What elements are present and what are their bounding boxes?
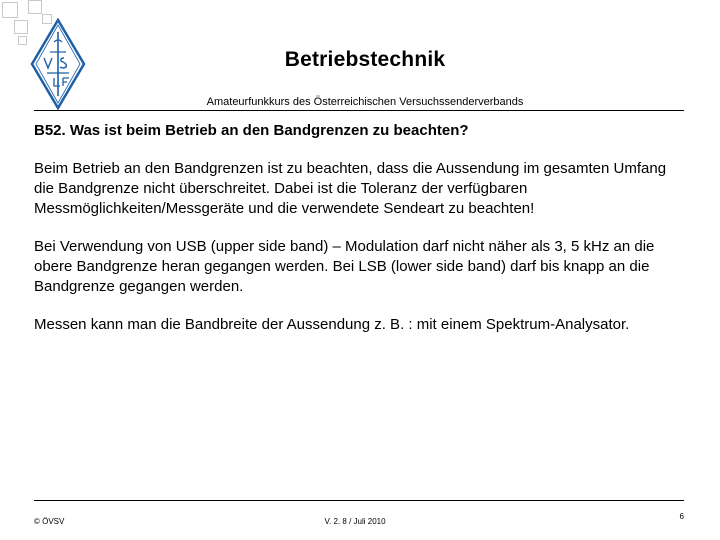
corner-square — [18, 36, 27, 45]
answer-paragraph: Messen kann man die Bandbreite der Aussendung z. B. : mit einem Spektrum-Analysator. — [34, 316, 630, 333]
answer-paragraph: Beim Betrieb an den Bandgrenzen ist zu beachten, dass die Aussendung im gesamten Umfang die Bandgrenze nicht überschreitet. Dabei ist die Toleranz der verfügbaren Messmöglichkeiten/Messgeräte und die verwendete Sendeart zu beachten! — [34, 160, 667, 217]
page-title: Betriebstechnik — [284, 48, 446, 71]
corner-square — [28, 0, 42, 14]
page-subtitle: Amateurfunkkurs des Österreichischen Versuchssenderverbands — [206, 96, 524, 108]
corner-square — [2, 2, 18, 18]
oevsv-logo — [30, 18, 86, 110]
question-heading: B52. Was ist beim Betrieb an den Bandgrenzen zu beachten? — [34, 122, 469, 139]
corner-square — [14, 20, 28, 34]
page-number: 6 — [679, 512, 684, 521]
header-divider — [34, 110, 684, 111]
answer-paragraph: Bei Verwendung von USB (upper side band) – Modulation darf nicht näher als 3, 5 kHz an die obere Bandgrenze heran gegangen werden. Bei LSB (lower side band) darf bis knapp an die Bandgrenze gegangen werden. — [34, 238, 655, 295]
footer-version: V. 2. 8 / Juli 2010 — [324, 517, 386, 526]
footer-divider — [34, 500, 684, 501]
oevsv-diamond-logo-icon — [30, 18, 86, 110]
footer-copyright: © ÖVSV — [34, 517, 65, 526]
